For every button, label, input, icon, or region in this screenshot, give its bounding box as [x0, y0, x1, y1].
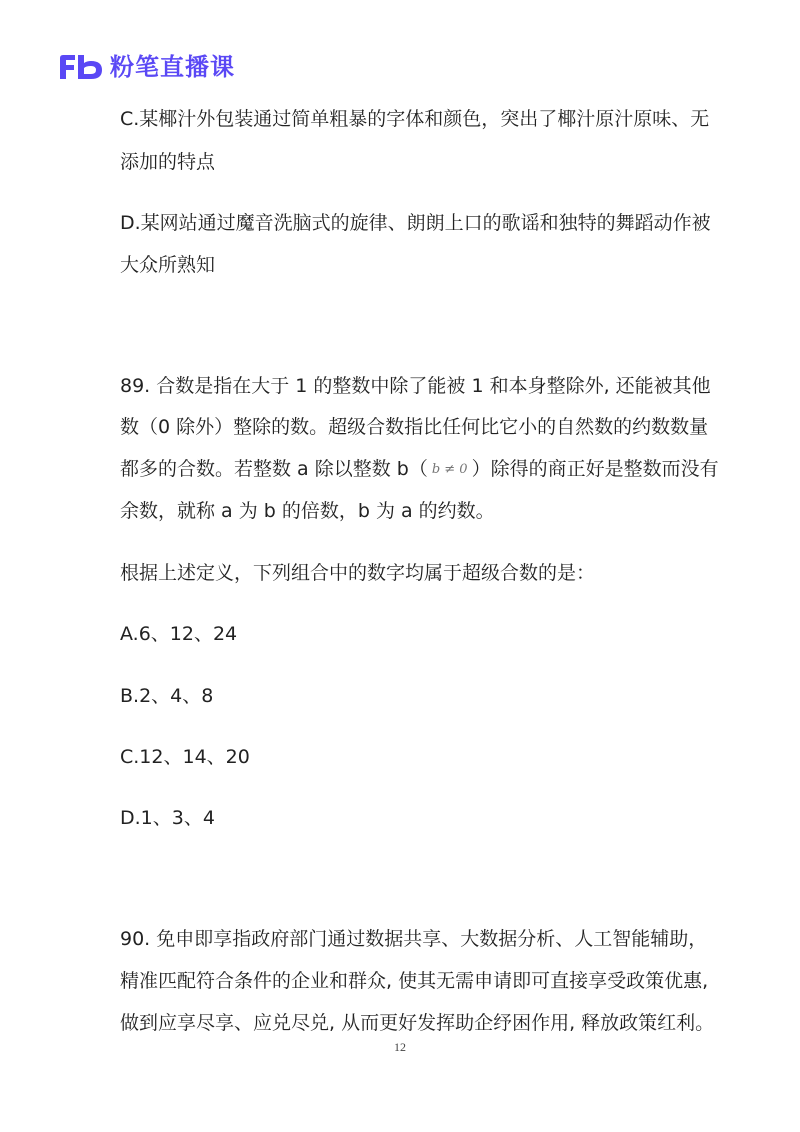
q90-line2: 精准匹配符合条件的企业和群众, 使其无需申请即可直接享受政策优惠,	[120, 970, 709, 992]
q89-line3-start: 都多的合数。若整数 a 除以整数 b（	[120, 458, 428, 480]
q89-line3-end: ）除得的商正好是整数而没有	[471, 458, 719, 480]
q89-line2: 数（0 除外）整除的数。超级合数指比任何比它小的自然数的约数数量	[120, 416, 709, 438]
q89-line1: 89. 合数是指在大于 1 的整数中除了能被 1 和本身整除外, 还能被其他	[120, 375, 711, 397]
q89-option-b: B.2、4、8	[120, 685, 214, 707]
q88-option-d-line1: D.某网站通过魔音洗脑式的旋律、朗朗上口的歌谣和独特的舞蹈动作被	[120, 212, 711, 234]
q89-option-d: D.1、3、4	[120, 807, 215, 829]
q90-line3: 做到应享尽享、应兑尽兑, 从而更好发挥助企纾困作用, 释放政策红利。	[120, 1012, 715, 1034]
q88-option-c-line1: C.某椰汁外包装通过简单粗暴的字体和颜色，突出了椰汁原汁原味、无	[120, 108, 710, 130]
q89-option-c: C.12、14、20	[120, 746, 250, 768]
fb-logo-icon	[58, 52, 104, 82]
b-nonzero-condition: b ≠ 0	[431, 462, 468, 477]
brand-logo	[58, 50, 235, 84]
q90-line1: 90. 免申即享指政府部门通过数据共享、大数据分析、人工智能辅助，	[120, 928, 708, 950]
q89-line4: 余数，就称 a 为 b 的倍数，b 为 a 的约数。	[120, 500, 495, 522]
q89-line3	[120, 457, 719, 484]
q88-option-c-line2: 添加的特点	[120, 151, 216, 173]
page-number: 12	[394, 1040, 406, 1054]
logo-text: 粉笔直播课	[110, 53, 235, 81]
q88-option-d-line2: 大众所熟知	[120, 254, 216, 276]
q89-option-a: A.6、12、24	[120, 623, 238, 645]
q89-prompt: 根据上述定义，下列组合中的数字均属于超级合数的是：	[120, 562, 596, 584]
